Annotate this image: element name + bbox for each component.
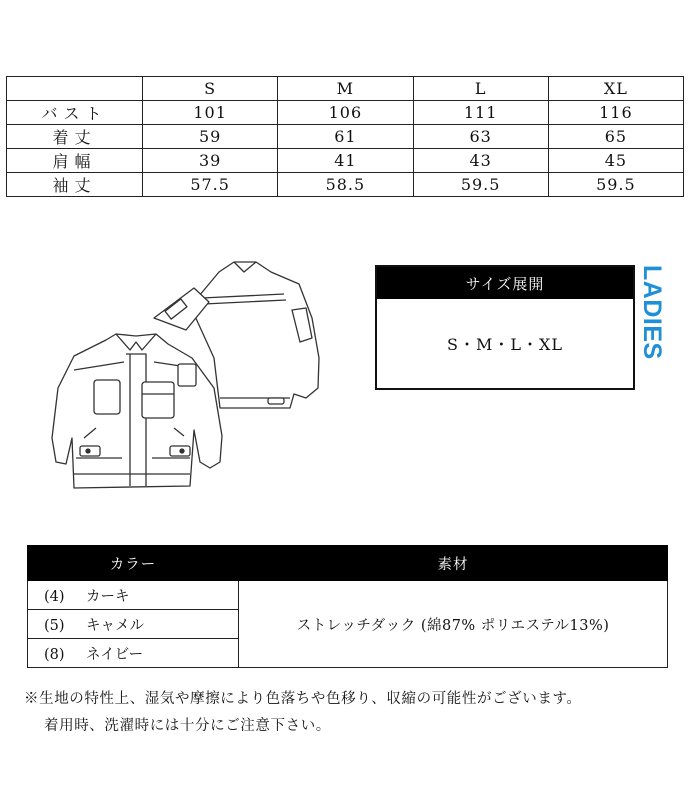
- table-cell: 61: [278, 125, 413, 149]
- table-cell: 106: [278, 101, 413, 125]
- table-cell: 58.5: [278, 173, 413, 197]
- color-header: カラー: [28, 546, 239, 581]
- color-row: [28, 581, 668, 610]
- material-header: 素材: [239, 546, 668, 581]
- color-name: カーキ: [86, 588, 130, 605]
- care-note-line-2: 着用時、洗濯時には十分にご注意下さい。: [44, 718, 331, 734]
- table-cell: 59.5: [413, 173, 548, 197]
- jacket-front-view: [52, 334, 222, 488]
- row-label-length: 着丈: [7, 125, 143, 149]
- color-item-khaki: [28, 581, 239, 610]
- color-material-table: [27, 545, 668, 668]
- ladies-text: LADIES: [638, 265, 666, 360]
- table-cell: 116: [548, 101, 683, 125]
- row-label-bust: バスト: [7, 101, 143, 125]
- table-cell: 63: [413, 125, 548, 149]
- size-header-xl: XL: [548, 77, 683, 101]
- size-range-sizes: S・M・L・XL: [447, 335, 563, 354]
- table-cell: 111: [413, 101, 548, 125]
- color-code: (5): [44, 617, 65, 634]
- table-row: [7, 149, 684, 173]
- table-cell: 101: [143, 101, 278, 125]
- care-notes: [24, 686, 684, 740]
- table-cell: 39: [143, 149, 278, 173]
- table-cell: 41: [278, 149, 413, 173]
- table-row: [7, 173, 684, 197]
- color-item-navy: [28, 639, 239, 668]
- ladies-label: [636, 263, 666, 375]
- size-header-s: S: [143, 77, 278, 101]
- color-material-header-row: [28, 546, 668, 581]
- care-note-line-1: ※生地の特性上、湿気や摩擦により色落ちや色移り、収縮の可能性がございます。: [24, 691, 582, 707]
- size-header-m: M: [278, 77, 413, 101]
- size-header-row: [7, 77, 684, 101]
- table-row: [7, 101, 684, 125]
- size-header-l: L: [413, 77, 548, 101]
- table-row: [7, 125, 684, 149]
- table-cell: 65: [548, 125, 683, 149]
- material-value: ストレッチダック (綿87% ポリエステル13%): [239, 581, 668, 668]
- table-cell: 43: [413, 149, 548, 173]
- color-code: (8): [44, 646, 65, 663]
- jacket-illustration: [44, 258, 334, 494]
- size-range-title: サイズ展開: [377, 267, 633, 299]
- row-label-sleeve: 袖丈: [7, 173, 143, 197]
- table-cell: 59.5: [548, 173, 683, 197]
- color-name: ネイビー: [86, 646, 144, 663]
- color-code: (4): [44, 588, 65, 605]
- table-cell: 45: [548, 149, 683, 173]
- size-table: [6, 76, 684, 197]
- row-label-shoulder: 肩幅: [7, 149, 143, 173]
- table-cell: 57.5: [143, 173, 278, 197]
- size-range-box: [375, 265, 635, 390]
- size-header-blank: [7, 77, 143, 101]
- color-name: キャメル: [86, 617, 144, 634]
- color-item-camel: [28, 610, 239, 639]
- table-cell: 59: [143, 125, 278, 149]
